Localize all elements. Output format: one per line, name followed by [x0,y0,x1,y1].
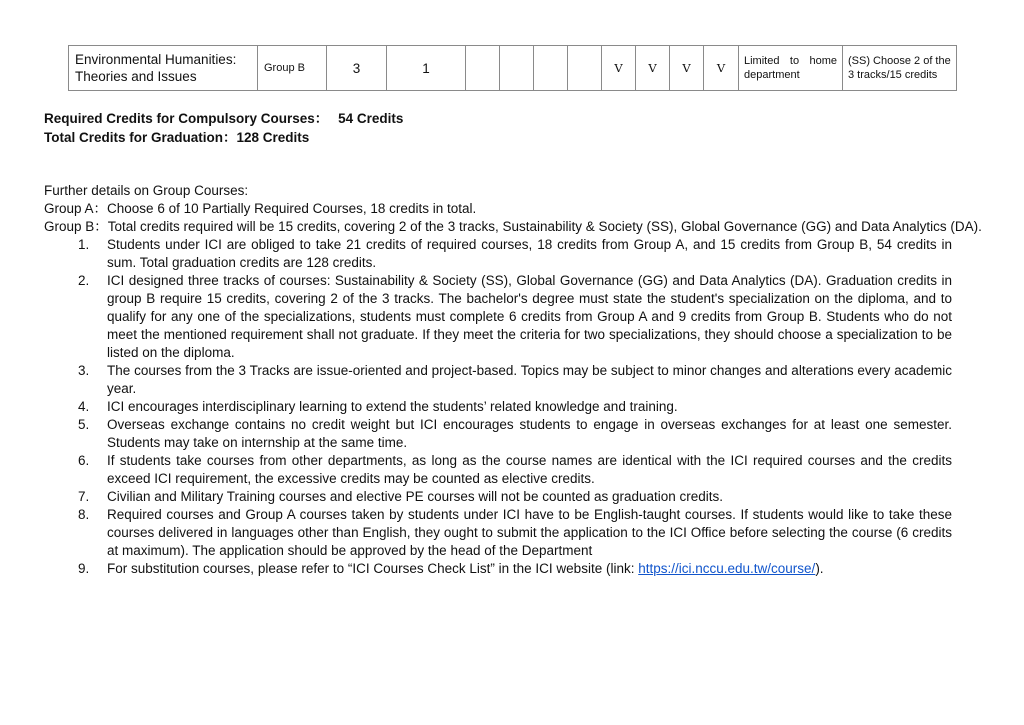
item-number: 1. [78,237,90,252]
value-cell: 1 [387,46,466,91]
item-text-before-link: For substitution courses, please refer to “ICI Courses Check List” in the ICI website (link: [107,561,639,576]
empty-cell [534,46,568,91]
notes-list [44,236,974,578]
item-text: If students take courses from other departments, as long as the course names are identical with the ICI required courses and the credits exceed ICI requirement, the excessive credits may be counted as elective credits. [107,453,952,486]
item-number: 3. [78,363,90,378]
item-number: 5. [78,417,90,432]
list-item [44,452,952,488]
item-number: 9. [78,561,90,576]
check-mark-cell: V [602,46,636,91]
track-note-cell: (SS) Choose 2 of the 3 tracks/15 credits [843,46,957,91]
list-item [44,362,952,398]
list-item [44,236,952,272]
check-mark-cell: V [704,46,739,91]
list-item [44,272,952,362]
check-mark-cell: V [636,46,670,91]
details-heading: Further details on Group Courses: [44,183,249,198]
item-text: Required courses and Group A courses taken by students under ICI have to be English-taught courses. If students would like to take these courses delivered in languages other than English, they ought to submit the application to the ICI Office before selecting the course (6 credits at maximum). The application should be approved by the head of the Department [107,507,952,558]
list-item [44,488,952,506]
restriction-cell: Limited to home department [739,46,843,91]
course-table [68,45,957,91]
group-b-description: Group B：Total credits required will be 15 credits, covering 2 of the 3 tracks, Sustainability & Society (SS), Global Governance (GG) and Data Analytics (DA). [44,219,982,234]
empty-cell [568,46,602,91]
item-number: 6. [78,453,90,468]
item-text: ICI encourages interdisciplinary learning to extend the students’ related knowledge and training. [107,399,678,414]
list-item [44,398,952,416]
credits-cell: 3 [327,46,387,91]
item-text: ICI designed three tracks of courses: Sustainability & Society (SS), Global Governance (GG) and Data Analytics (DA). Graduation credits in group B require 15 credits, covering 2 of the 3 tracks. The bachelor's degree must state the student's specialization on the diploma, and to qualify for any one of the specializations, students must complete 6 credits from Group A and 9 credits from Group B. Students who do not meet the mentioned requirement shall not graduate. If they meet the criteria for two specializations, they should choose a specialization to be listed on the diploma. [107,273,952,360]
total-credits-label: Total Credits for Graduation： [44,130,237,145]
ici-course-link[interactable]: https://ici.nccu.edu.tw/course/ [638,561,816,576]
required-credits-label: Required Credits for Compulsory Courses： [44,111,329,126]
item-text-after-link: ). [815,561,824,576]
group-cell: Group B [258,46,327,91]
empty-cell [466,46,500,91]
item-text: Overseas exchange contains no credit weight but ICI encourages students to engage in overseas exchanges for at least one semester. Students may take on internship at the same time. [107,417,952,450]
required-credits-line [44,109,403,128]
list-item [44,416,952,452]
list-item [44,506,952,560]
total-credits-value: 128 Credits [236,130,310,145]
group-a-description: Group A：Choose 6 of 10 Partially Required Courses, 18 credits in total. [44,201,477,216]
item-text: Civilian and Military Training courses and elective PE courses will not be counted as graduation credits. [107,489,724,504]
total-credits-line [44,128,403,147]
group-course-details [44,182,982,578]
item-text: The courses from the 3 Tracks are issue-oriented and project-based. Topics may be subject to minor changes and alterations every academic year. [107,363,952,396]
check-mark-cell: V [670,46,704,91]
empty-cell [500,46,534,91]
table-row [69,46,957,91]
item-text: Students under ICI are obliged to take 21 credits of required courses, 18 credits from Group A, and 15 credits from Group B, 54 credits in sum. Total graduation credits are 128 credits. [107,237,952,270]
course-name-cell: Environmental Humanities: Theories and Issues [69,46,258,91]
item-number: 2. [78,273,90,288]
item-number: 4. [78,399,90,414]
credit-summary [44,109,403,147]
required-credits-value: 54 Credits [338,111,404,126]
item-number: 8. [78,507,90,522]
list-item [44,560,952,578]
item-number: 7. [78,489,90,504]
